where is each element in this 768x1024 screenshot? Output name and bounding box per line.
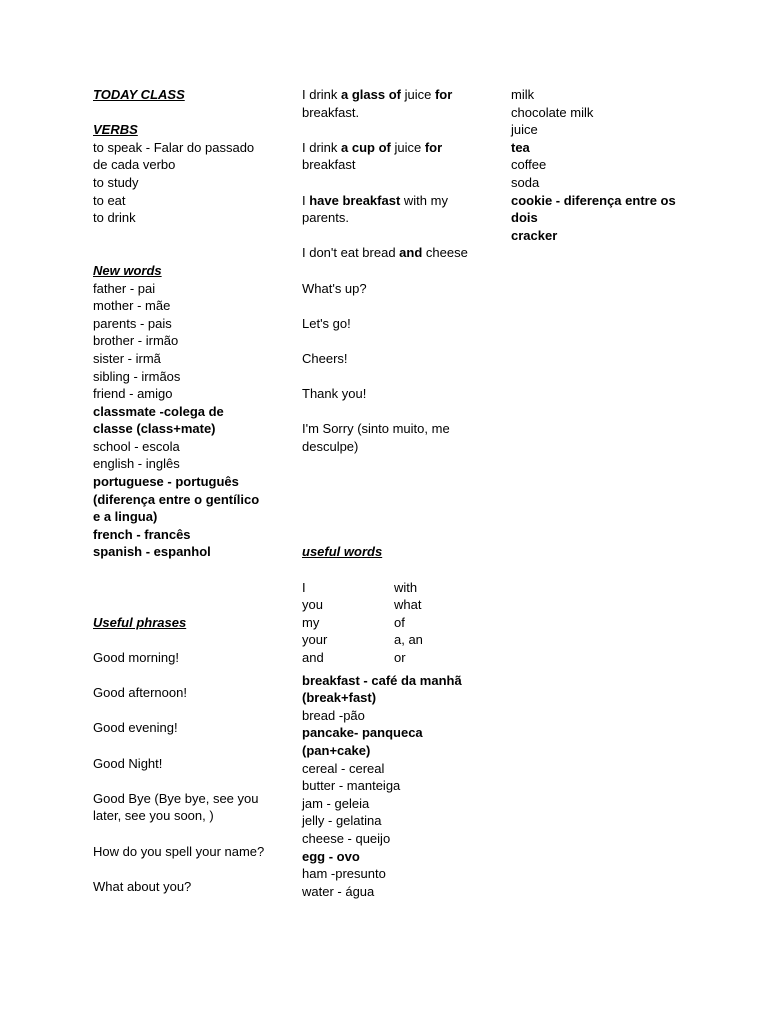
food-word-item: cheese - queijo (302, 830, 391, 846)
column-middle (302, 86, 477, 900)
today-class-heading: TODAY CLASS (93, 87, 185, 102)
new-word-item: friend - amigo (93, 386, 173, 402)
food-word-item: butter - manteiga (302, 778, 401, 794)
drink-item: chocolate milk (511, 104, 594, 120)
word-pair-row: and or (302, 650, 406, 665)
food-word-item: breakfast - café da manhã (break+fast) (302, 672, 462, 706)
useful-words-heading: useful words (302, 544, 383, 560)
word-pair-row: you what (302, 597, 422, 613)
sentence-have-breakfast: I have breakfast with my parents. (302, 192, 448, 226)
drink-item: tea (511, 139, 530, 155)
phrase-item: Good afternoon! (93, 685, 187, 701)
food-word-item: jam - geleia (302, 795, 370, 811)
new-word-item: school - escola (93, 438, 180, 454)
expression-item: I'm Sorry (sinto muito, me desculpe) (302, 421, 450, 454)
new-word-item: parents - pais (93, 315, 172, 331)
food-word-item: bread -pão (302, 707, 365, 723)
new-word-item: french - francês (93, 526, 191, 542)
word-pair-row: I with (302, 579, 418, 595)
new-words-heading: New words (93, 262, 162, 278)
drink-item: soda (511, 174, 540, 190)
phrase-item: What about you? (93, 878, 192, 894)
expression-item: Cheers! (302, 350, 348, 366)
new-word-item: sibling - irmãos (93, 368, 181, 384)
new-word-item: classmate -colega de classe (class+mate) (93, 403, 224, 437)
phrase-item: Good evening! (93, 720, 178, 736)
food-word-item: jelly - gelatina (302, 813, 382, 829)
drink-item: milk (511, 87, 535, 102)
phrase-item: Good morning! (93, 650, 179, 665)
expression-item: Thank you! (302, 386, 367, 402)
food-word-item: pancake- panqueca (pan+cake) (302, 725, 423, 758)
verbs-heading: VERBS (93, 122, 138, 138)
phrase-item: Good Night! (93, 755, 163, 771)
verb-item: to study (93, 174, 139, 190)
column-left (93, 86, 265, 895)
food-word-item: water - água (302, 883, 375, 899)
sentence-cup-of-juice: I drink a cup of juice for breakfast (302, 139, 443, 173)
word-pair-row: my of (302, 614, 405, 630)
word-pair-row: your a, an (302, 632, 423, 648)
new-word-item: mother - mãe (93, 298, 171, 314)
phrase-item: How do you spell your name? (93, 843, 265, 859)
drink-item: juice (511, 122, 538, 138)
phrase-item: Good Bye (Bye bye, see you later, see you soon, ) (93, 790, 259, 824)
verb-item: to speak - Falar do passado de cada verbo (93, 139, 255, 173)
new-word-item: english - inglês (93, 456, 180, 472)
verb-item: to eat (93, 192, 126, 208)
food-word-item: ham -presunto (302, 866, 386, 882)
food-word-item: egg - ovo (302, 848, 360, 864)
new-word-item: portuguese - português (diferença entre o gentílico e a lingua) (93, 474, 260, 525)
new-word-item: spanish - espanhol (93, 544, 211, 560)
sentence-bread-and-cheese: I don't eat bread and cheese (302, 245, 468, 261)
useful-phrases-heading: Useful phrases (93, 614, 187, 630)
sentence-glass-of-juice: I drink a glass of juice for breakfast. (302, 87, 453, 120)
new-word-item: father - pai (93, 280, 156, 296)
verb-item: to drink (93, 210, 136, 226)
expression-item: What's up? (302, 280, 367, 296)
column-right (511, 86, 686, 244)
food-word-item: cereal - cereal (302, 760, 385, 776)
new-word-item: sister - irmã (93, 350, 161, 366)
drink-item: coffee (511, 157, 547, 173)
expression-item: Let's go! (302, 315, 351, 331)
drink-item: cracker (511, 227, 558, 243)
drink-item: cookie - diferença entre os dois (511, 192, 676, 226)
new-word-item: brother - irmão (93, 333, 179, 349)
